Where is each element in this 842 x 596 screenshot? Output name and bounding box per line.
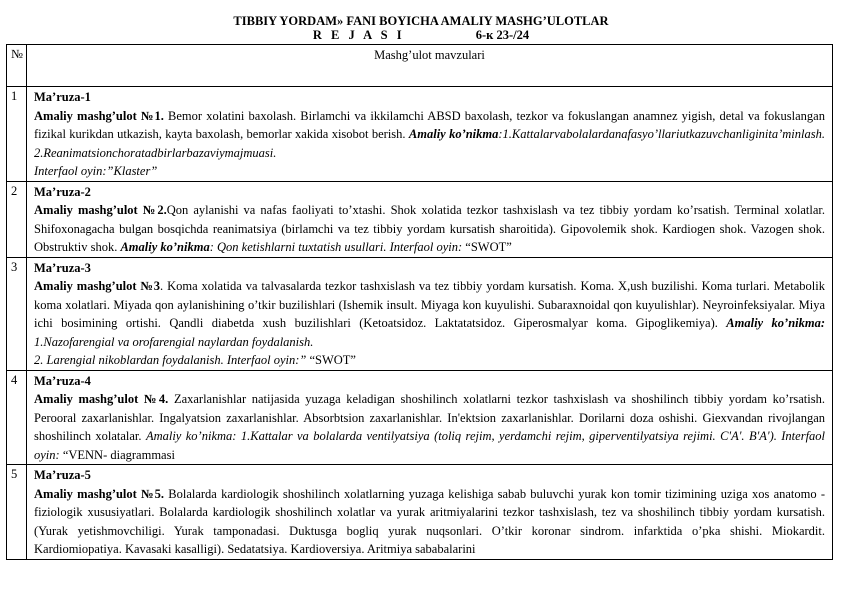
practice-text: Zaxarlanishlar natijasida yuzaga keladigan shoshilinch xolatlarni tezkor tashxislash va shoshilinch tibbiy yordam ko’rsatish. Peroorаl zaxarlanishlar. Ingalyatsion zaxarlanishlar. Absorbtsion zaxarlanishlar. In'ektsion zaxarlanishlar. Dorilarni doza oshishi. Giexvandan rivojlangan shoshilinch xolatalar. bbox=[34, 392, 825, 443]
practice-description bbox=[34, 390, 825, 464]
row-content bbox=[27, 465, 833, 560]
interactive-game: Interfaol oyin:”Klaster” bbox=[34, 164, 158, 178]
table-row bbox=[7, 465, 833, 560]
row-content bbox=[27, 181, 833, 257]
practice-label: Amaliy mashg’ulot №2. bbox=[34, 203, 167, 217]
row-content bbox=[27, 370, 833, 465]
header-topics: Mashg’ulot mavzulari bbox=[27, 45, 833, 87]
row-number: 4 bbox=[7, 370, 27, 465]
skill-text: : Qon ketishlarni tuxtatish usullari. Interfaol oyin: bbox=[209, 240, 463, 254]
practice-text: . Koma xolatida va talvasalarda tezkor tashxislash va tez tibbiy yordam kursatish. Koma. X,ush buzilishi. Koma turlari. Metabolik koma xolatlari. Miyada qon aylanishining o’tkir buzilishlari (Ishemik insult. Miyaga kon kuyulishi. Subaraxnoidal qon kuyulishlar). Neyroinfeksiyalar. Miya ichi bosimining ortishi. Qandli diabetda xush buzilishlari (Ketoatsidoz. Laktatatsidoz. Giperosmalyar koma. Gipoglikemiya). bbox=[34, 279, 825, 330]
table-row bbox=[7, 87, 833, 182]
skill-label: Amaliy ko’nikma: bbox=[726, 316, 825, 330]
row-number: 3 bbox=[7, 257, 27, 370]
table-row bbox=[7, 370, 833, 465]
row-number: 5 bbox=[7, 465, 27, 560]
row-content bbox=[27, 87, 833, 182]
practice-label: Amaliy mashg’ulot №1. bbox=[34, 108, 164, 123]
lecture-title: Ma’ruza-3 bbox=[34, 260, 91, 275]
practice-description bbox=[34, 107, 825, 181]
interactive-game: “VENN- diagrammasi bbox=[59, 447, 175, 462]
document-title: TIBBIY YORDAM» FANI BOYICHA AMALIY MASHG’ULOTLAR bbox=[233, 14, 609, 28]
document-subtitle bbox=[0, 28, 842, 43]
row-content bbox=[27, 257, 833, 370]
lecture-title: Ma’ruza-4 bbox=[34, 373, 91, 388]
practice-text: Qon aylanishi va nafas faoliyati to’xtashi. Shok xolatida tezkor tashxislash va tez tibbiy yordam ko’rsatish. Terminal xolatlar. Shifoxonagacha bulgan bosqichda reanimatsiya (birlamchi va tez tibbiy yordam kursatish sharoitida). Gipovolemik shok. Kardiogen shok. Vazogen shok. Obstruktiv shok. bbox=[34, 203, 825, 254]
practice-description bbox=[34, 277, 825, 370]
row-number: 1 bbox=[7, 87, 27, 182]
skill-label: Amaliy ko’nikma: bbox=[145, 429, 237, 443]
skill-text-2: 2. Larengial nikoblardan foydalanish. Interfaol oyin:” bbox=[34, 353, 307, 367]
interactive-game: “SWOT” bbox=[306, 353, 356, 367]
practice-text: Bolalarda kardiologik shoshilinch xolatlarning yuzaga kelishiga sabab buluvchi yurak kon tomir tizimining uziga xos anatomo -fiziologik xususiyatlari. Bolalarda kardiologik shoshilinch xolatlar va yurak aritmiyalarini tezkor tashxislash, tez va shoshilinch tibbiy yordam kursatish. (Yurak yetishmovchiligi. Yurak tamponadasi. Duktusga bogliq yurak nuqsonlari. O’tkir koronar sindrom. infarktida o’pka shishi. Miokardit. Kardiomiopatiya. Kavasaki kasalligi). Sedatatsiya. Kardioversiya. Aritmiya sababalarini bbox=[34, 486, 825, 556]
skill-text: :1.Kattalarvabolalardanafasyo’llariutkazuvchanliginita’minlash. 2.Reanimatsionchoratadbirlarbazaviymajmuasi. bbox=[34, 127, 825, 160]
skill-text: 1.Kattalar va bolalarda ventilyatsiya (toliq rejim, yerdamchi rejim, giperventilyatsiya rejimi. C'A'. B'A'). Interfaol oyin: bbox=[34, 429, 826, 462]
skill-label: Amaliy ko’nikma bbox=[408, 127, 499, 141]
practice-label: Amaliy mashg’ulot №3 bbox=[34, 279, 161, 293]
group-label: 6-к 23-/24 bbox=[475, 28, 530, 42]
row-number: 2 bbox=[7, 181, 27, 257]
practice-text: Bemor xolatini baxolash. Birlamchi va ikkilamchi ABSD baxolash, tezkor va fokuslangan anamnez yigish, detal va fokuslangan fizikal kurikdan utkazish, kayta baxolash, bemorlar xakida xisobot berish. bbox=[34, 108, 825, 141]
lecture-title: Ma’ruza-5 bbox=[34, 468, 91, 482]
table-row bbox=[7, 181, 833, 257]
table-row bbox=[7, 257, 833, 370]
practice-description bbox=[34, 485, 825, 559]
interactive-game: “SWOT” bbox=[462, 240, 512, 254]
practice-description bbox=[34, 201, 825, 257]
table-header-row bbox=[7, 45, 833, 87]
lecture-title: Ma’ruza-1 bbox=[34, 90, 91, 104]
practice-label: Amaliy mashg’ulot №4. bbox=[34, 392, 169, 406]
rejasi-label: R E J A S I bbox=[312, 28, 405, 42]
skill-text: 1.Nazofarengial va orofarengial naylardan foydalanish. bbox=[34, 334, 314, 349]
skill-label: Amaliy ko’nikma bbox=[120, 240, 210, 254]
practice-label: Amaliy mashg’ulot №5. bbox=[34, 486, 165, 501]
header-number: № bbox=[7, 45, 27, 87]
topics-table bbox=[6, 44, 833, 560]
lecture-title: Ma’ruza-2 bbox=[34, 184, 91, 199]
